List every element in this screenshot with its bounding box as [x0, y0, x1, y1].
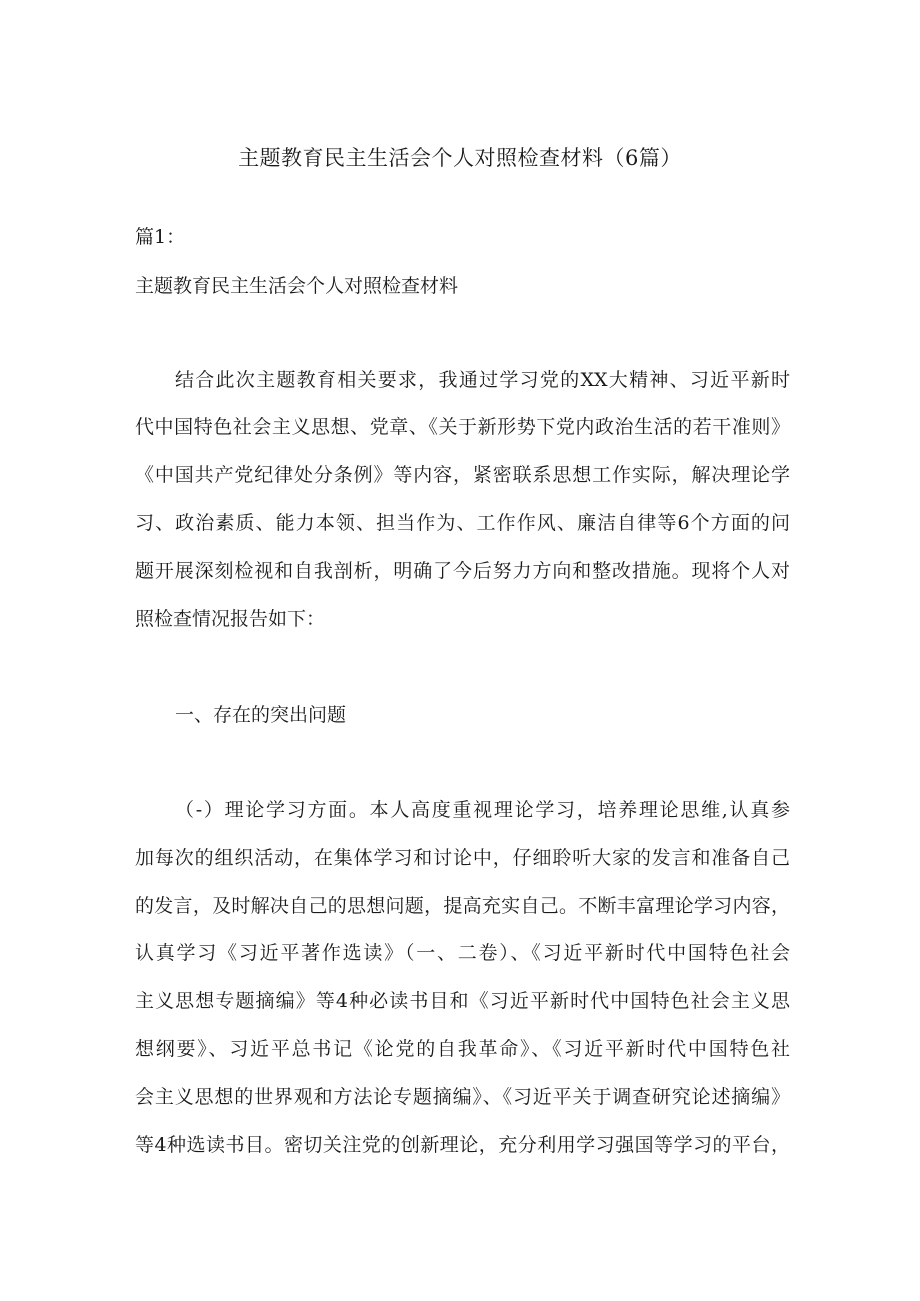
section-label: 篇1： — [135, 226, 186, 248]
intro-line: 《中国共产党纪律处分条例》等内容，紧密联系思想工作实际，解决理论学 — [135, 464, 790, 486]
para-line: 的发言，及时解决自己的思想问题，提高充实自己。不断丰富理论学习内容， — [135, 895, 790, 917]
document-subtitle: 主题教育民主生活会个人对照检查材料 — [135, 275, 459, 297]
intro-line: 结合此次主题教育相关要求，我通过学习党的XX大精神、习近平新时 — [175, 369, 790, 391]
intro-line: 代中国特色社会主义思想、党章、《关于新形势下党内政治生活的若干准则》 — [135, 416, 790, 438]
para-line: 认真学习《习近平著作选读》（一、二卷）、《习近平新时代中国特色社会 — [135, 942, 790, 964]
intro-line: 习、政治素质、能力本领、担当作为、工作作风、廉洁自律等6个方面的问 — [135, 512, 790, 534]
intro-line: 照检查情况报告如下： — [135, 608, 326, 630]
document-title: 主题教育民主生活会个人对照检查材料（6篇） — [238, 146, 682, 170]
para-line: 主义思想专题摘编》等4种必读书目和《习近平新时代中国特色社会主义思 — [135, 990, 790, 1012]
intro-line: 题开展深刻检视和自我剖析，明确了今后努力方向和整改措施。现将个人对 — [135, 560, 790, 582]
section-heading: 一、存在的突出问题 — [175, 704, 347, 726]
para-line: 会主义思想的世界观和方法论专题摘编》、《习近平关于调查研究论述摘编》 — [135, 1086, 790, 1108]
para-line: 想纲要》、习近平总书记《论党的自我革命》、《习近平新时代中国特色社 — [135, 1038, 790, 1060]
para-line: 等4种选读书目。密切关注党的创新理论，充分利用学习强国等学习的平台， — [135, 1134, 790, 1156]
para-line: （-）理论学习方面。本人高度重视理论学习，培养理论思维,认真参 — [175, 799, 790, 821]
para-line: 加每次的组织活动，在集体学习和讨论中，仔细聆听大家的发言和准备自己 — [135, 847, 790, 869]
